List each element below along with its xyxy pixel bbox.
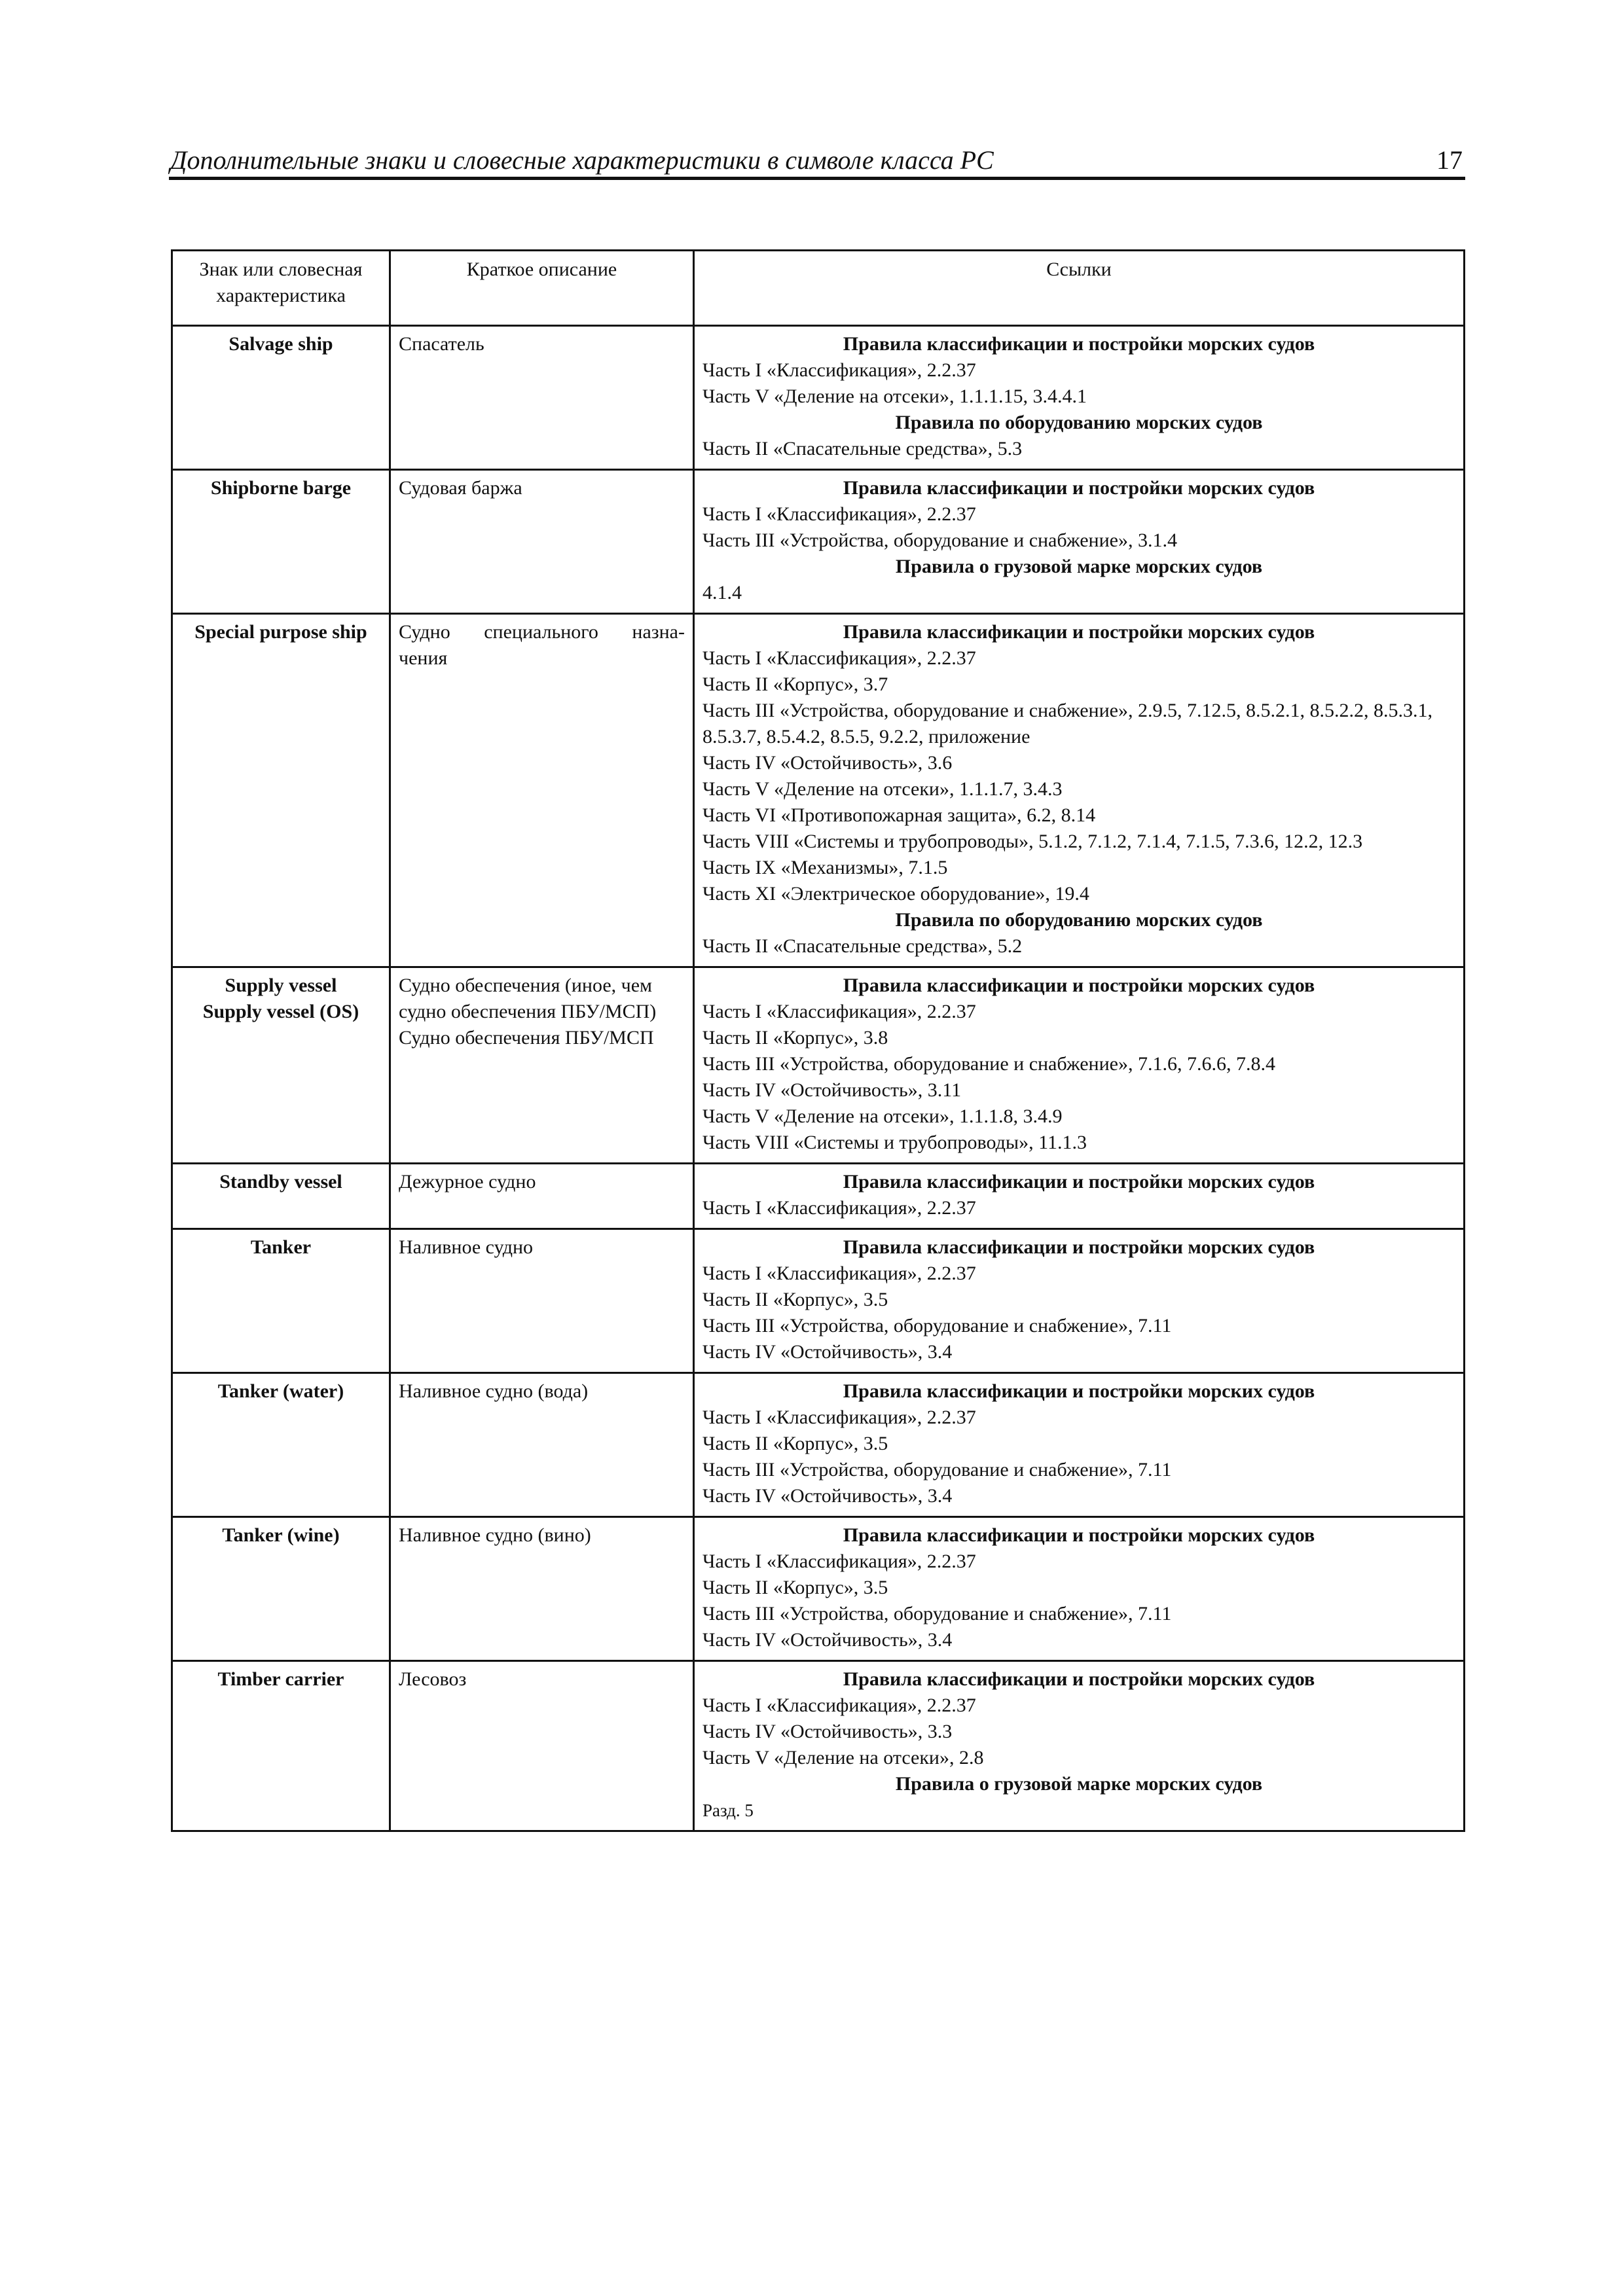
reference-line: Часть V «Деление на отсеки», 2.8 bbox=[702, 1747, 984, 1768]
reference-line: Часть III «Устройства, оборудование и снабжение», 7.11 bbox=[702, 1603, 1172, 1624]
running-title: Дополнительные знаки и словесные характеристики в символе класса РС bbox=[170, 145, 994, 175]
sign-cell bbox=[172, 1229, 390, 1373]
sign-label: Salvage ship bbox=[228, 333, 333, 355]
sign-label: Supply vessel bbox=[225, 975, 337, 996]
description-line: Судовая баржа bbox=[399, 477, 522, 499]
sign-cell bbox=[172, 967, 390, 1164]
references-cell bbox=[694, 1517, 1465, 1661]
description-cell bbox=[390, 326, 694, 470]
reference-line: Часть I «Классификация», 2.2.37 bbox=[702, 1551, 976, 1572]
sign-label: Special purpose ship bbox=[194, 621, 367, 643]
table-body bbox=[172, 326, 1465, 1831]
rules-heading: Правила классификации и постройки морских судов bbox=[843, 621, 1315, 643]
table-row bbox=[172, 1517, 1465, 1661]
reference-line: Часть IV «Остойчивость», 3.6 bbox=[702, 752, 953, 774]
reference-line: Часть I «Классификация», 2.2.37 bbox=[702, 1001, 976, 1022]
reference-line: Разд. 5 bbox=[702, 1801, 754, 1820]
rules-heading: Правила классификации и постройки морских судов bbox=[843, 477, 1315, 499]
description-line: чения bbox=[399, 647, 448, 669]
sign-label: Timber carrier bbox=[217, 1668, 344, 1690]
reference-line: Часть IV «Остойчивость», 3.4 bbox=[702, 1485, 953, 1507]
sign-label: Tanker (wine) bbox=[222, 1524, 340, 1546]
description-line: Лесовоз bbox=[399, 1668, 467, 1690]
rules-heading: Правила по оборудованию морских судов bbox=[895, 412, 1263, 433]
reference-line: Часть III «Устройства, оборудование и снабжение», 2.9.5, 7.12.5, 8.5.2.1, 8.5.2.2, 8.5.3.1, 8.5.3.7, 8.5.4.2, 8.5.5, 9.2.2, приложение bbox=[702, 700, 1432, 747]
reference-line: Часть IV «Остойчивость», 3.4 bbox=[702, 1341, 953, 1363]
description-cell bbox=[390, 470, 694, 614]
sign-label: Standby vessel bbox=[219, 1171, 342, 1193]
description-cell bbox=[390, 1661, 694, 1831]
rules-heading: Правила о грузовой марке морских судов bbox=[895, 1773, 1263, 1795]
description-line: Дежурное судно bbox=[399, 1171, 536, 1193]
notation-table bbox=[171, 249, 1465, 1832]
rules-heading: Правила классификации и постройки морских судов bbox=[843, 1171, 1315, 1193]
description-line: судно обеспечения ПБУ/МСП) bbox=[399, 1001, 657, 1022]
references-cell bbox=[694, 1164, 1465, 1229]
column-header-references: Ссылки bbox=[694, 251, 1465, 326]
reference-line: Часть II «Корпус», 3.8 bbox=[702, 1027, 888, 1049]
description-cell bbox=[390, 1229, 694, 1373]
reference-line: Часть II «Корпус», 3.7 bbox=[702, 673, 888, 695]
sign-cell bbox=[172, 614, 390, 967]
rules-heading: Правила классификации и постройки морских судов bbox=[843, 1524, 1315, 1546]
reference-line: Часть II «Корпус», 3.5 bbox=[702, 1289, 888, 1310]
sign-cell bbox=[172, 470, 390, 614]
reference-line: Часть I «Классификация», 2.2.37 bbox=[702, 359, 976, 381]
description-line: Наливное судно (вода) bbox=[399, 1380, 589, 1402]
description-line: Судно обеспечения ПБУ/МСП bbox=[399, 1027, 654, 1049]
references-cell bbox=[694, 1229, 1465, 1373]
rules-heading: Правила о грузовой марке морских судов bbox=[895, 556, 1263, 577]
reference-line: Часть III «Устройства, оборудование и снабжение», 7.11 bbox=[702, 1459, 1172, 1480]
description-cell bbox=[390, 967, 694, 1164]
table-row bbox=[172, 326, 1465, 470]
description-cell bbox=[390, 1164, 694, 1229]
reference-line: Часть I «Классификация», 2.2.37 bbox=[702, 1263, 976, 1284]
sign-cell bbox=[172, 1517, 390, 1661]
reference-line: Часть III «Устройства, оборудование и снабжение», 7.11 bbox=[702, 1315, 1172, 1336]
sign-cell bbox=[172, 326, 390, 470]
reference-line: Часть IV «Остойчивость», 3.11 bbox=[702, 1079, 962, 1101]
references-cell bbox=[694, 614, 1465, 967]
table-row bbox=[172, 470, 1465, 614]
reference-line: Часть VIII «Системы и трубопроводы», 11.1.3 bbox=[702, 1132, 1087, 1153]
reference-line: Часть I «Классификация», 2.2.37 bbox=[702, 1695, 976, 1716]
description-line: Наливное судно bbox=[399, 1236, 534, 1258]
column-header-description: Краткое описание bbox=[390, 251, 694, 326]
table-row bbox=[172, 1229, 1465, 1373]
reference-line: Часть VI «Противопожарная защита», 6.2, 8.14 bbox=[702, 804, 1096, 826]
reference-line: Часть XI «Электрическое оборудование», 19.4 bbox=[702, 883, 1089, 905]
rules-heading: Правила классификации и постройки морских судов bbox=[843, 1380, 1315, 1402]
sign-label: Tanker (water) bbox=[217, 1380, 344, 1402]
reference-line: Часть IV «Остойчивость», 3.3 bbox=[702, 1721, 953, 1742]
rules-heading: Правила классификации и постройки морских судов bbox=[843, 975, 1315, 996]
sign-cell bbox=[172, 1164, 390, 1229]
reference-line: Часть V «Деление на отсеки», 1.1.1.7, 3.4.3 bbox=[702, 778, 1063, 800]
description-cell bbox=[390, 1373, 694, 1517]
table-header-row bbox=[172, 251, 1465, 326]
description-line: Наливное судно (вино) bbox=[399, 1524, 591, 1546]
reference-line: Часть V «Деление на отсеки», 1.1.1.8, 3.4.9 bbox=[702, 1105, 1063, 1127]
page-header bbox=[169, 145, 1465, 181]
reference-line: Часть III «Устройства, оборудование и снабжение», 7.1.6, 7.6.6, 7.8.4 bbox=[702, 1053, 1275, 1075]
description-cell bbox=[390, 1517, 694, 1661]
sign-cell bbox=[172, 1661, 390, 1831]
column-header-sign: Знак или словесная характеристика bbox=[172, 251, 390, 326]
references-cell bbox=[694, 1661, 1465, 1831]
description-line: Судно обеспечения (иное, чем bbox=[399, 975, 653, 996]
reference-line: Часть II «Корпус», 3.5 bbox=[702, 1433, 888, 1454]
rules-heading: Правила классификации и постройки морских судов bbox=[843, 333, 1315, 355]
reference-line: Часть II «Спасательные средства», 5.3 bbox=[702, 438, 1023, 459]
description-line: Судно специального назна- bbox=[399, 621, 685, 643]
table-row bbox=[172, 967, 1465, 1164]
table-row bbox=[172, 1164, 1465, 1229]
reference-line: Часть I «Классификация», 2.2.37 bbox=[702, 647, 976, 669]
references-cell bbox=[694, 967, 1465, 1164]
reference-line: Часть I «Классификация», 2.2.37 bbox=[702, 1407, 976, 1428]
sign-label: Shipborne barge bbox=[210, 477, 352, 499]
table-row bbox=[172, 1373, 1465, 1517]
reference-line: Часть II «Корпус», 3.5 bbox=[702, 1577, 888, 1598]
table-row bbox=[172, 614, 1465, 967]
description-cell bbox=[390, 614, 694, 967]
reference-line: Часть III «Устройства, оборудование и снабжение», 3.1.4 bbox=[702, 529, 1177, 551]
reference-line: Часть V «Деление на отсеки», 1.1.1.15, 3.4.4.1 bbox=[702, 386, 1087, 407]
reference-line: Часть IV «Остойчивость», 3.4 bbox=[702, 1629, 953, 1651]
reference-line: Часть I «Классификация», 2.2.37 bbox=[702, 503, 976, 525]
references-cell bbox=[694, 326, 1465, 470]
page-number: 17 bbox=[1436, 145, 1463, 175]
reference-line: Часть II «Спасательные средства», 5.2 bbox=[702, 935, 1023, 957]
header-rule bbox=[169, 177, 1465, 180]
sign-label: Supply vessel (OS) bbox=[202, 1001, 359, 1022]
reference-line: 4.1.4 bbox=[702, 582, 742, 603]
description-line: Спасатель bbox=[399, 333, 484, 355]
reference-line: Часть VIII «Системы и трубопроводы», 5.1.2, 7.1.2, 7.1.4, 7.1.5, 7.3.6, 12.2, 12.3 bbox=[702, 831, 1363, 852]
table-row bbox=[172, 1661, 1465, 1831]
sign-cell bbox=[172, 1373, 390, 1517]
references-cell bbox=[694, 1373, 1465, 1517]
sign-label: Tanker bbox=[250, 1236, 312, 1258]
reference-line: Часть IX «Механизмы», 7.1.5 bbox=[702, 857, 948, 878]
rules-heading: Правила по оборудованию морских судов bbox=[895, 909, 1263, 931]
rules-heading: Правила классификации и постройки морских судов bbox=[843, 1668, 1315, 1690]
references-cell bbox=[694, 470, 1465, 614]
rules-heading: Правила классификации и постройки морских судов bbox=[843, 1236, 1315, 1258]
reference-line: Часть I «Классификация», 2.2.37 bbox=[702, 1197, 976, 1219]
